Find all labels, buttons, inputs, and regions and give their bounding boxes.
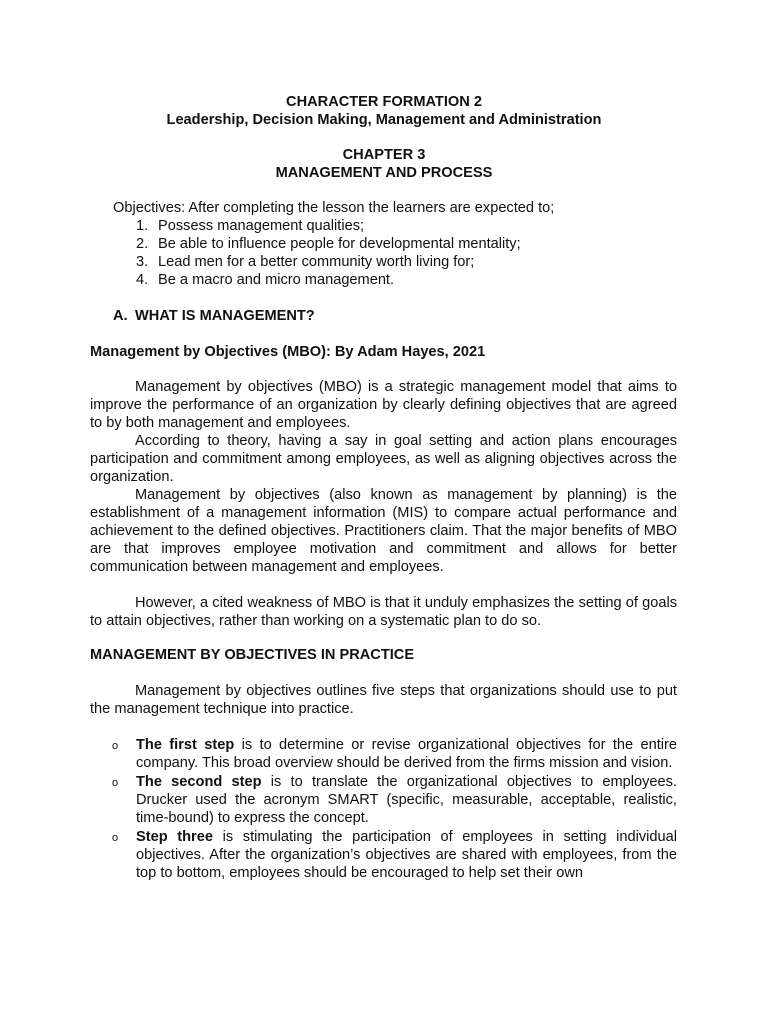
steps-list [90,736,677,883]
step-lead: The second step [136,774,262,790]
section-a-title: WHAT IS MANAGEMENT? [135,308,315,324]
practice-intro: Management by objectives outlines five steps that organizations should use to put the management technique into practice. [90,683,677,717]
objective-item: 1. Possess management qualities; [136,218,365,234]
step-item [90,828,677,882]
step-text: is to determine or revise organizational objectives for the entire company. This broad overview should be derived from the firms mission and vision. [136,737,677,771]
step-lead: Step three [136,829,213,845]
practice-heading: MANAGEMENT BY OBJECTIVES IN PRACTICE [90,647,415,663]
objective-item: 4. Be a macro and micro management. [136,272,395,288]
objectives-list [136,217,521,289]
step-item [90,736,677,772]
objectives-intro: Objectives: After completing the lesson the learners are expected to; [113,200,555,216]
course-title: CHARACTER FORMATION 2 [286,94,482,110]
chapter-title: MANAGEMENT AND PROCESS [275,165,493,181]
objective-item: 3. Lead men for a better community worth living for; [136,254,475,270]
mbo-paragraph: Management by objectives (also known as management by planning) is the establishment of a management information (MIS) to compare actual performance and achievement to the defined objectives. Practitioners claim. That the major benefits of MBO are that improves employee motivation and commitment and allows for better communication between management and employees. [90,487,677,575]
section-a-label: A. [113,308,128,324]
step-text: is to translate the organizational objectives to employees. Drucker used the acronym SMART (specific, measurable, acceptable, realistic, time-bound) to express the concept. [136,774,677,826]
step-lead: The first step [136,737,235,753]
bullet-circle-icon: o [112,832,119,844]
mbo-heading: Management by Objectives (MBO): By Adam Hayes, 2021 [90,344,486,360]
mbo-paragraph: Management by objectives (MBO) is a strategic management model that aims to improve the performance of an organization by clearly defining objectives that are agreed to by both management and employees. [90,379,677,431]
section-a-heading [113,307,315,325]
mbo-paragraph: According to theory, having a say in goal setting and action plans encourages participation and commitment among employees, as well as aligning objectives across the organization. [90,433,677,485]
step-item [90,773,677,827]
chapter-number: CHAPTER 3 [342,147,426,163]
mbo-paragraph: However, a cited weakness of MBO is that it unduly emphasizes the setting of goals to attain objectives, rather than working on a systematic plan to do so. [90,595,677,629]
step-text: is stimulating the participation of employees in setting individual objectives. After the organization’s objectives are shared with employees, from the top to bottom, employees should be encouraged to help set their own [136,829,677,881]
course-subtitle: Leadership, Decision Making, Management and Administration [166,112,602,128]
bullet-circle-icon: o [112,777,119,789]
objective-item: 2. Be able to influence people for developmental mentality; [136,236,521,252]
bullet-circle-icon: o [112,740,119,752]
